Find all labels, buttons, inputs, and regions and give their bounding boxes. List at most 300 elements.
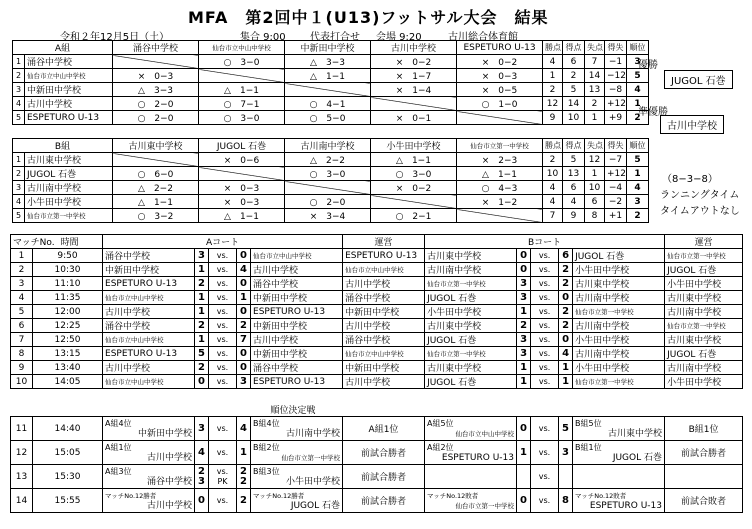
result-cell: △ 1−1 (199, 209, 285, 223)
match-time: 15:55 (33, 489, 103, 513)
team-number: 1 (13, 55, 25, 69)
result-cell: × 0−6 (199, 153, 285, 167)
court-a-management: 涌谷中学校 (343, 291, 425, 305)
match-time: 9:50 (33, 249, 103, 263)
stat-cell: 2 (627, 111, 649, 125)
court-b-away-score: 0 (559, 291, 573, 305)
court-a-home-team (103, 441, 195, 465)
group-team-header: 古川中学校 (371, 41, 457, 55)
court-a-away-team: 中新田中学校 (251, 347, 343, 361)
stat-cell: 4 (543, 195, 563, 209)
match-time: 12:00 (33, 305, 103, 319)
result-cell: ○ 3−2 (113, 209, 199, 223)
court-a-home-team: 涌谷中学校 (103, 319, 195, 333)
court-b-away-score: 6 (559, 249, 573, 263)
court-b-home-team: 仙台市立第一中学校 (425, 277, 517, 291)
court-a-away-team: 古川中学校 (251, 263, 343, 277)
vs-label: vs. (216, 495, 229, 505)
stat-cell: 6 (563, 55, 585, 69)
vs-cell (209, 489, 237, 513)
result-cell: ○ 3−0 (199, 111, 285, 125)
vs-label: vs. (209, 333, 237, 347)
court-b-away-score: 5 (559, 417, 573, 441)
team-number: 5 (13, 111, 25, 125)
court-a-home-score: 2 (195, 277, 209, 291)
result-cell: × 0−2 (457, 55, 543, 69)
group-label: A組 (13, 41, 113, 55)
stat-cell: −2 (605, 195, 627, 209)
result-cell: × 0−3 (199, 181, 285, 195)
result-cell: △ 3−3 (113, 83, 199, 97)
stat-cell: 10 (585, 181, 605, 195)
stat-cell: 2 (585, 97, 605, 111)
match-number: 4 (11, 291, 33, 305)
vs-label: vs. (531, 375, 559, 389)
court-b-home-team-line1: A組5位 (427, 418, 454, 428)
group-team-header: 古川南中学校 (285, 139, 371, 153)
court-a-home-score: 5 (195, 347, 209, 361)
court-a-away-score (237, 465, 251, 489)
self-match-cell (285, 181, 371, 195)
court-a-away-score-main: 4 (240, 422, 247, 434)
court-b-away-team-line1: B組1位 (575, 442, 602, 452)
stat-cell: 5 (563, 153, 585, 167)
team-name: 小牛田中学校 (25, 195, 113, 209)
match-time: 10:30 (33, 263, 103, 277)
court-b-home-score: 0 (517, 263, 531, 277)
vs-label: vs. (531, 249, 559, 263)
result-cell: × 0−1 (371, 111, 457, 125)
court-b-home-score: 1 (517, 441, 531, 465)
court-a-home-score: 1 (195, 333, 209, 347)
team-number: 2 (13, 167, 25, 181)
stat-cell: −1 (605, 55, 627, 69)
team-number: 4 (13, 97, 25, 111)
stat-cell: 8 (585, 209, 605, 223)
group-b-body (13, 139, 649, 223)
court-a-home-score (195, 489, 209, 513)
court-b-away-score: 0 (559, 333, 573, 347)
venue-time: 会場 9:20 (376, 32, 422, 43)
stat-cell: 2 (543, 153, 563, 167)
court-a-management: 古川中学校 (343, 375, 425, 389)
court-b-away-score: 2 (559, 277, 573, 291)
court-a-away-team (251, 465, 343, 489)
court-b-away-score: 2 (559, 263, 573, 277)
management-header: 運営 (343, 235, 425, 249)
court-a-away-score: 4 (237, 263, 251, 277)
court-a-away-team: 涌谷中学校 (251, 361, 343, 375)
team-name: 古川中学校 (25, 97, 113, 111)
court-b-away-team-line2: ESPETURO U-13 (589, 500, 662, 511)
court-a-away-score-main: 2 (240, 494, 247, 506)
court-a-home-team-line2: 中新田中学校 (137, 428, 192, 439)
result-cell: △ 2−2 (113, 181, 199, 195)
result-cell: ○ 4−1 (285, 97, 371, 111)
group-header-row (13, 139, 649, 153)
result-cell: × 1−2 (457, 195, 543, 209)
match-time: 15:05 (33, 441, 103, 465)
result-cell: ○ 3−0 (199, 55, 285, 69)
court-b-home-score: 0 (517, 417, 531, 441)
court-b-away-team: 仙台市立第一中学校 (573, 305, 665, 319)
court-b-home-team-line2: 仙台市立第一中学校 (455, 501, 514, 510)
vs-label: vs. (209, 347, 237, 361)
court-b-home-score: 2 (517, 319, 531, 333)
self-match-cell (199, 69, 285, 83)
stat-cell: 2 (563, 69, 585, 83)
court-a-away-score: 0 (237, 347, 251, 361)
group-a-table (12, 40, 649, 125)
group-label: B組 (13, 139, 113, 153)
result-cell: × 1−7 (371, 69, 457, 83)
stat-cell: +1 (605, 209, 627, 223)
court-b-away-score: 8 (559, 489, 573, 513)
court-b-home-score: 3 (517, 291, 531, 305)
vs-cell (209, 441, 237, 465)
stat-cell: 5 (627, 153, 649, 167)
court-a-home-team-line1: A組1位 (105, 442, 132, 452)
self-match-cell (457, 111, 543, 125)
court-b-away-team: 小牛田中学校 (573, 361, 665, 375)
vs-label: vs. (216, 466, 229, 476)
court-b-home-team-line2: 仙台市立中山中学校 (455, 429, 514, 438)
finals-table (10, 403, 743, 513)
court-b-away-team-line1: B組5位 (575, 418, 602, 428)
stat-cell: 4 (627, 181, 649, 195)
result-cell: △ 1−1 (113, 195, 199, 209)
match-number: 6 (11, 319, 33, 333)
result-cell: × 0−3 (113, 69, 199, 83)
court-b-home-team (425, 417, 517, 441)
team-name: 仙台市立中山中学校 (25, 69, 113, 83)
team-number: 1 (13, 153, 25, 167)
court-a-home-score: 2 (195, 319, 209, 333)
match-number: 11 (11, 417, 33, 441)
court-a-home-score (195, 417, 209, 441)
match-no-time-header (11, 235, 103, 249)
court-a-home-score-main: 0 (198, 494, 205, 506)
champion-label: 優勝 (638, 60, 658, 71)
team-number: 4 (13, 195, 25, 209)
court-a-home-team: 涌谷中学校 (103, 249, 195, 263)
vs-label: vs. (209, 249, 237, 263)
vs-label: vs. (531, 441, 559, 465)
court-b-home-score: 3 (517, 333, 531, 347)
court-b-away-team: 小牛田中学校 (573, 333, 665, 347)
court-a-home-team (103, 417, 195, 441)
vs-cell (209, 465, 237, 489)
result-cell: ○ 2−1 (371, 209, 457, 223)
court-b-home-team-line2: ESPETURO U-13 (441, 452, 514, 463)
court-b-away-team-line2: 古川東中学校 (607, 428, 662, 439)
court-b-home-score: 0 (517, 249, 531, 263)
match-number: 1 (11, 249, 33, 263)
stat-header: 失点 (585, 139, 605, 153)
court-a-home-score (195, 465, 209, 489)
court-a-away-score: 0 (237, 249, 251, 263)
match-number: 10 (11, 375, 33, 389)
court-b-away-team (573, 441, 665, 465)
match-schedule-table (10, 234, 743, 389)
court-a-home-team-line1: マッチNo.12勝者 (105, 491, 157, 500)
court-a-header: Aコート (103, 235, 343, 249)
court-a-away-score: 0 (237, 305, 251, 319)
court-b-away-score: 2 (559, 305, 573, 319)
court-a-home-team: 古川中学校 (103, 305, 195, 319)
match-row (11, 305, 743, 319)
match-row (11, 333, 743, 347)
court-b-management: 前試合勝者 (665, 441, 743, 465)
court-a-home-team-line1: A組4位 (105, 418, 132, 428)
group-team-header: JUGOL 石巻 (199, 139, 285, 153)
page-title: MFA 第2回中１(U13)フットサル大会 結果 (188, 8, 549, 27)
court-a-home-team: 古川中学校 (103, 361, 195, 375)
match-time: 11:35 (33, 291, 103, 305)
group-row (13, 209, 649, 223)
runner-up-label: 準優勝 (638, 107, 668, 118)
court-b-management: 仙台市立第一中学校 (665, 319, 743, 333)
court-a-away-score: 0 (237, 277, 251, 291)
stat-cell: 5 (563, 83, 585, 97)
self-match-cell (285, 83, 371, 97)
court-a-management: 古川中学校 (343, 319, 425, 333)
team-name: JUGOL 石巻 (25, 167, 113, 181)
court-a-management: 古川中学校 (343, 277, 425, 291)
match-time: 11:10 (33, 277, 103, 291)
team-name: 古川東中学校 (25, 153, 113, 167)
stat-cell: 9 (563, 209, 585, 223)
court-a-home-score: 0 (195, 375, 209, 389)
stat-cell: 12 (585, 153, 605, 167)
group-row (13, 111, 649, 125)
self-match-cell (457, 209, 543, 223)
match-number: 5 (11, 305, 33, 319)
stat-header: 得点 (563, 139, 585, 153)
court-b-management: 古川南中学校 (665, 361, 743, 375)
court-a-away-team (251, 489, 343, 513)
court-b-management: 前試合敗者 (665, 489, 743, 513)
court-b-away-score: 2 (559, 319, 573, 333)
court-b-home-team-line1: マッチNo.12敗者 (427, 491, 479, 500)
champion-team: JUGOL 石巻 (664, 70, 733, 89)
court-b-management: JUGOL 石巻 (665, 263, 743, 277)
match-row (11, 361, 743, 375)
finals-body (11, 403, 743, 513)
court-a-away-team-line2: 仙台市立第一中学校 (281, 453, 340, 462)
group-row (13, 153, 649, 167)
court-a-away-team-line1: B組2位 (253, 442, 280, 452)
stat-cell: −4 (605, 181, 627, 195)
stat-cell: 14 (563, 97, 585, 111)
vs-label: vs. (209, 375, 237, 389)
result-cell: ○ 5−0 (285, 111, 371, 125)
playoff-title: 順位決定戦 (11, 403, 743, 417)
group-row (13, 181, 649, 195)
court-a-home-score: 1 (195, 263, 209, 277)
match-row (11, 291, 743, 305)
court-b-home-team: 古川東中学校 (425, 361, 517, 375)
stat-cell: 1 (585, 167, 605, 181)
vs-label: vs. (531, 277, 559, 291)
stat-cell: 1 (543, 69, 563, 83)
result-cell: ○ 7−1 (199, 97, 285, 111)
stat-cell: −7 (605, 153, 627, 167)
assembly-time: 集合 9:00 (240, 32, 286, 43)
stat-header: 順位 (627, 41, 649, 55)
court-a-away-score (237, 441, 251, 465)
stat-cell: +12 (605, 97, 627, 111)
no-timeout-note: タイムアウトなし (660, 206, 740, 217)
stat-cell: −8 (605, 83, 627, 97)
court-b-management: 小牛田中学校 (665, 277, 743, 291)
result-cell: △ 1−1 (285, 69, 371, 83)
court-b-home-team (425, 465, 517, 489)
match-row (11, 263, 743, 277)
court-a-management: ESPETURO U-13 (343, 249, 425, 263)
final-row (11, 465, 743, 489)
stat-header: 勝点 (543, 41, 563, 55)
court-b-management: 仙台市立第一中学校 (665, 249, 743, 263)
court-b-away-score (559, 465, 573, 489)
court-a-home-score (195, 441, 209, 465)
match-row (11, 347, 743, 361)
court-a-away-team: ESPETURO U-13 (251, 375, 343, 389)
match-number: 12 (11, 441, 33, 465)
match-no-header: マッチNo. (13, 238, 55, 248)
team-number: 2 (13, 69, 25, 83)
court-a-home-score: 3 (195, 249, 209, 263)
match-number: 9 (11, 361, 33, 375)
stat-cell: 4 (543, 55, 563, 69)
stat-header: 得失 (605, 41, 627, 55)
court-a-home-team (103, 465, 195, 489)
court-a-home-score-pk: 3 (198, 475, 205, 487)
court-a-away-score: 3 (237, 375, 251, 389)
stat-header: 得点 (563, 41, 585, 55)
court-a-management: 前試合勝者 (343, 441, 425, 465)
court-a-away-score (237, 417, 251, 441)
stat-cell: 3 (627, 55, 649, 69)
group-team-header: 仙台市立第一中学校 (457, 139, 543, 153)
result-cell: ○ 3−0 (371, 167, 457, 181)
result-cell: ○ 6−0 (113, 167, 199, 181)
running-time-note: ランニングタイム (660, 190, 740, 201)
match-row (11, 249, 743, 263)
group-team-header: 古川東中学校 (113, 139, 199, 153)
time-header: 時間 (60, 238, 79, 248)
court-b-away-score: 4 (559, 347, 573, 361)
stat-cell: 3 (627, 195, 649, 209)
result-cell: △ 3−3 (285, 55, 371, 69)
final-row (11, 417, 743, 441)
court-b-management: JUGOL 石巻 (665, 347, 743, 361)
court-a-home-team-line2: 涌谷中学校 (146, 476, 192, 487)
group-row (13, 167, 649, 181)
court-b-home-score: 3 (517, 347, 531, 361)
vs-label: vs. (216, 447, 229, 457)
group-team-header: 中新田中学校 (285, 41, 371, 55)
stat-cell: 10 (543, 167, 563, 181)
court-a-management: 中新田中学校 (343, 361, 425, 375)
court-b-away-score: 1 (559, 361, 573, 375)
court-b-management: 古川南中学校 (665, 305, 743, 319)
stat-cell: +12 (605, 167, 627, 181)
stat-header: 順位 (627, 139, 649, 153)
event-date: 令和２年12月5日（土） (60, 32, 170, 43)
pk-label: PK (217, 476, 228, 486)
vs-label: vs. (216, 423, 229, 433)
court-a-away-team: 中新田中学校 (251, 291, 343, 305)
court-b-home-team: JUGOL 石巻 (425, 291, 517, 305)
court-a-away-team: 仙台市立中山中学校 (251, 249, 343, 263)
court-a-home-team (103, 489, 195, 513)
court-a-management: 仙台市立中山中学校 (343, 263, 425, 277)
group-team-header: 涌谷中学校 (113, 41, 199, 55)
court-b-away-team (573, 417, 665, 441)
stat-cell: 13 (563, 167, 585, 181)
team-number: 3 (13, 83, 25, 97)
match-number: 8 (11, 347, 33, 361)
court-b-away-team: 仙台市立第一中学校 (573, 375, 665, 389)
result-cell: ○ 2−0 (285, 195, 371, 209)
court-b-home-team: 古川東中学校 (425, 249, 517, 263)
self-match-cell (113, 153, 199, 167)
group-a-body (13, 41, 649, 125)
court-a-away-team (251, 417, 343, 441)
court-a-away-team-line1: B組4位 (253, 418, 280, 428)
court-a-away-team-line1: B組3位 (253, 466, 280, 476)
result-cell: ○ 3−0 (285, 167, 371, 181)
court-b-header: Bコート (425, 235, 665, 249)
result-cell: × 0−2 (371, 55, 457, 69)
stat-cell: 1 (627, 167, 649, 181)
court-b-away-team: JUGOL 石巻 (573, 249, 665, 263)
stat-cell: +9 (605, 111, 627, 125)
vs-label: vs. (531, 305, 559, 319)
team-number: 3 (13, 181, 25, 195)
final-row (11, 489, 743, 513)
court-a-away-score: 2 (237, 319, 251, 333)
self-match-cell (199, 167, 285, 181)
group-team-header: 小牛田中学校 (371, 139, 457, 153)
court-a-home-team-line1: A組3位 (105, 466, 132, 476)
group-row (13, 55, 649, 69)
runner-up-team: 古川中学校 (660, 115, 724, 134)
court-b-management: 古川東中学校 (665, 333, 743, 347)
match-schedule-body (11, 235, 743, 389)
court-b-home-team (425, 441, 517, 465)
stat-cell: 9 (543, 111, 563, 125)
group-row (13, 97, 649, 111)
team-name: ESPETURO U-13 (25, 111, 113, 125)
court-a-away-score-main: 1 (240, 446, 247, 458)
court-a-away-team-line2: JUGOL 石巻 (290, 500, 340, 511)
group-header-row (13, 41, 649, 55)
court-a-away-team-line1: マッチNo.12勝者 (253, 491, 305, 500)
time-rule: （8−3−8） (662, 174, 718, 185)
vs-label: vs. (531, 489, 559, 513)
result-cell: × 2−3 (457, 153, 543, 167)
court-a-home-score-main: 4 (198, 446, 205, 458)
result-cell: △ 1−1 (199, 83, 285, 97)
team-name: 仙台市立第一中学校 (25, 209, 113, 223)
vs-label: vs. (209, 291, 237, 305)
match-time: 13:15 (33, 347, 103, 361)
court-a-away-team: ESPETURO U-13 (251, 305, 343, 319)
stat-cell: 4 (563, 195, 585, 209)
stat-cell: 5 (627, 69, 649, 83)
